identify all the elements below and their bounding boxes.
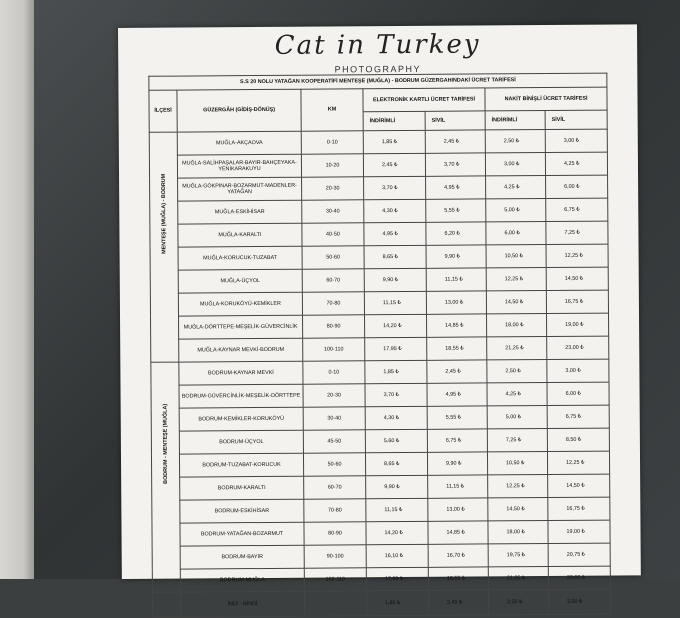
e-sivil-cell: 16,70 ₺ <box>428 544 488 567</box>
n-indirimli-cell: 5,00 ₺ <box>486 199 546 222</box>
route-cell: MUĞLA-ÜÇYOL <box>178 269 302 293</box>
e-sivil-cell: 9,90 ₺ <box>426 245 486 268</box>
n-sivil-cell: 8,50 ₺ <box>547 428 609 451</box>
window-frame-left <box>0 0 34 579</box>
n-indirimli-cell: 14,50 ₺ <box>486 291 546 314</box>
region-label-text: BODRUM - MENTEŞE (MUĞLA) <box>161 404 169 485</box>
n-indirimli-cell: 18,00 ₺ <box>488 521 548 544</box>
e-sivil-cell: 2,45 ₺ <box>427 360 487 383</box>
e-sivil-cell: 18,55 ₺ <box>427 337 487 360</box>
n-sivil-cell: 3,00 ₺ <box>547 359 609 382</box>
e-sivil-cell: 5,55 ₺ <box>427 406 487 429</box>
table-row-footer <box>152 589 610 617</box>
table-row <box>152 520 610 546</box>
footer-e-sivil: 2,45 ₺ <box>428 590 488 615</box>
e-sivil-cell: 4,95 ₺ <box>427 383 487 406</box>
table-row <box>150 244 608 270</box>
route-cell: BODRUM-MUĞLA <box>180 568 304 592</box>
n-sivil-cell: 6,75 ₺ <box>547 405 609 428</box>
route-cell: BODRUM-BAYIR <box>180 545 304 569</box>
n-sivil-cell: 7,25 ₺ <box>546 221 608 244</box>
e-sivil-cell: 3,70 ₺ <box>425 153 485 176</box>
km-cell: 30-40 <box>303 407 365 430</box>
km-cell: 0-10 <box>303 361 365 384</box>
km-cell: 20-30 <box>302 177 364 200</box>
n-indirimli-cell: 14,50 ₺ <box>488 498 548 521</box>
e-indirimli-cell: 14,20 ₺ <box>366 521 428 544</box>
footer-e-indirimli: 1,85 ₺ <box>366 590 428 615</box>
route-cell: BODRUM-KARALTI <box>180 476 304 500</box>
footer-label: İNDİ - BİNDİ <box>180 591 304 617</box>
n-indirimli-cell: 12,25 ₺ <box>486 268 546 291</box>
n-sivil-cell: 23,00 ₺ <box>548 566 610 589</box>
header-e-sivil: SİVİL <box>425 111 485 130</box>
e-indirimli-cell: 11,15 ₺ <box>364 291 426 314</box>
km-cell: 40-50 <box>302 223 364 246</box>
e-indirimli-cell: 8,65 ₺ <box>364 245 426 268</box>
table-row <box>150 267 608 293</box>
e-indirimli-cell: 9,90 ₺ <box>364 268 426 291</box>
route-cell: MUĞLA-SALİHPAŞALAR-BAYIR-BAHÇEYAKA-YENİKARAKUYU <box>177 154 301 178</box>
n-indirimli-cell: 19,75 ₺ <box>488 544 548 567</box>
n-indirimli-cell: 12,25 ₺ <box>488 475 548 498</box>
header-nakit: NAKİT BİNİŞLİ ÜCRET TARİFESİ <box>485 87 607 111</box>
e-indirimli-cell: 5,60 ₺ <box>365 429 427 452</box>
e-sivil-cell: 6,20 ₺ <box>426 222 486 245</box>
table-row <box>149 152 607 178</box>
table-row <box>152 474 610 500</box>
table-row <box>150 221 608 247</box>
n-sivil-cell: 6,00 ₺ <box>546 175 608 198</box>
n-sivil-cell: 19,00 ₺ <box>548 520 610 543</box>
n-indirimli-cell: 10,50 ₺ <box>486 245 546 268</box>
n-sivil-cell: 6,75 ₺ <box>546 198 608 221</box>
e-indirimli-cell: 17,95 ₺ <box>366 567 428 590</box>
e-indirimli-cell: 4,30 ₺ <box>365 406 427 429</box>
watermark-subtitle: PHOTOGRAPHY <box>334 63 421 75</box>
n-indirimli-cell: 3,00 ₺ <box>485 153 545 176</box>
route-cell: BODRUM-TUZABAT-KORUCUK <box>179 453 303 477</box>
table-row <box>151 313 609 339</box>
km-cell: 20-30 <box>303 384 365 407</box>
header-km: KM <box>301 89 363 131</box>
n-indirimli-cell: 2,50 ₺ <box>485 130 545 153</box>
table-row <box>150 175 608 201</box>
e-sivil-cell: 14,85 ₺ <box>428 521 488 544</box>
e-sivil-cell: 2,45 ₺ <box>425 130 485 153</box>
section-mentese-bodrum <box>149 129 609 362</box>
km-cell: 70-80 <box>304 499 366 522</box>
route-cell: MUĞLA-KAYNAR MEVKİ-BODRUM <box>179 338 303 362</box>
e-indirimli-cell: 17,95 ₺ <box>365 337 427 360</box>
e-indirimli-cell: 2,45 ₺ <box>363 153 425 176</box>
e-indirimli-cell: 3,70 ₺ <box>365 383 427 406</box>
header-e-indirimli: İNDİRİMLİ <box>363 111 425 130</box>
region-label <box>149 132 179 362</box>
n-indirimli-cell: 4,25 ₺ <box>486 176 546 199</box>
km-cell: 80-90 <box>304 522 366 545</box>
table-row <box>152 497 610 523</box>
fare-table <box>148 73 611 618</box>
e-sivil-cell: 11,15 ₺ <box>426 268 486 291</box>
e-indirimli-cell: 11,15 ₺ <box>366 498 428 521</box>
e-indirimli-cell: 1,85 ₺ <box>365 360 427 383</box>
route-cell: BODRUM-YATAĞAN-BOZARMUT <box>180 522 304 546</box>
n-indirimli-cell: 21,25 ₺ <box>488 567 548 590</box>
header-elektronik: ELEKTRONİK KARTLI ÜCRET TARİFESİ <box>363 88 485 112</box>
n-sivil-cell: 20,75 ₺ <box>548 543 610 566</box>
n-sivil-cell: 14,50 ₺ <box>548 474 610 497</box>
km-cell: 30-40 <box>302 200 364 223</box>
footer-n-indirimli: 2,50 ₺ <box>488 590 548 615</box>
table-title: S.S 20 NOLU YATAĞAN KOOPERATİFİ MENTEŞE (MUĞLA) - BODRUM GÜZERGAHINDAKİ ÜCRET TARİFESİ <box>149 73 607 90</box>
n-sivil-cell: 3,00 ₺ <box>545 129 607 152</box>
e-indirimli-cell: 4,30 ₺ <box>364 199 426 222</box>
km-cell: 50-60 <box>303 453 365 476</box>
e-indirimli-cell: 14,20 ₺ <box>365 314 427 337</box>
e-indirimli-cell: 9,90 ₺ <box>366 475 428 498</box>
n-sivil-cell: 12,25 ₺ <box>547 451 609 474</box>
n-sivil-cell: 14,50 ₺ <box>546 267 608 290</box>
table-row <box>151 405 609 431</box>
table-row <box>151 451 609 477</box>
n-indirimli-cell: 7,25 ₺ <box>487 429 547 452</box>
e-indirimli-cell: 1,85 ₺ <box>363 130 425 153</box>
km-cell: 0-10 <box>301 131 363 154</box>
table-row <box>151 428 609 454</box>
header-n-sivil: SİVİL <box>545 110 607 129</box>
fare-sheet <box>118 24 641 608</box>
header-guzergah: GÜZERGÂH (GİDİŞ-DÖNÜŞ) <box>177 89 301 132</box>
watermark-logo: Cat in Turkey <box>274 29 481 61</box>
n-sivil-cell: 16,75 ₺ <box>546 290 608 313</box>
table-row <box>150 198 608 224</box>
n-indirimli-cell: 6,00 ₺ <box>486 222 546 245</box>
n-sivil-cell: 6,00 ₺ <box>547 382 609 405</box>
km-cell: 60-70 <box>302 269 364 292</box>
e-sivil-cell: 13,00 ₺ <box>426 291 486 314</box>
e-indirimli-cell: 16,10 ₺ <box>366 544 428 567</box>
e-indirimli-cell: 4,95 ₺ <box>364 222 426 245</box>
km-cell: 45-50 <box>303 430 365 453</box>
route-cell: MUĞLA-KARALTI <box>178 223 302 247</box>
km-cell: 90-100 <box>304 545 366 568</box>
n-indirimli-cell: 18,00 ₺ <box>487 314 547 337</box>
km-cell: 60-70 <box>304 476 366 499</box>
route-cell: MUĞLA-DÖRTTEPE-MEŞELİK-GÜVERCİNLİK <box>179 315 303 339</box>
e-sivil-cell: 13,00 ₺ <box>428 498 488 521</box>
n-indirimli-cell: 10,50 ₺ <box>487 452 547 475</box>
e-indirimli-cell: 3,70 ₺ <box>364 176 426 199</box>
route-cell: MUĞLA-AKÇAOVA <box>177 131 301 155</box>
route-cell: MUĞLA-ESKİHİSAR <box>178 200 302 224</box>
e-indirimli-cell: 8,65 ₺ <box>365 452 427 475</box>
table-row <box>151 336 609 362</box>
e-sivil-cell: 9,90 ₺ <box>427 452 487 475</box>
table-row <box>151 382 609 408</box>
e-sivil-cell: 5,55 ₺ <box>426 199 486 222</box>
route-cell: MUĞLA-GÖKPINAR-BOZARMUT-MADENLER-YATAĞAN <box>178 177 302 201</box>
section-bodrum-mentese <box>151 359 611 592</box>
e-sivil-cell: 6,75 ₺ <box>427 429 487 452</box>
km-cell: 70-80 <box>302 292 364 315</box>
route-cell: BODRUM-GÜVERCİNLİK-MEŞELİK-DÖRTTEPE <box>179 384 303 408</box>
footer-km <box>304 591 366 616</box>
n-sivil-cell: 19,00 ₺ <box>547 313 609 336</box>
e-sivil-cell: 11,15 ₺ <box>428 475 488 498</box>
route-cell: BODRUM-KAYNAR MEVKİ <box>179 361 303 385</box>
route-cell: BODRUM-ESKİHİSAR <box>180 499 304 523</box>
n-sivil-cell: 4,25 ₺ <box>545 152 607 175</box>
route-cell: BODRUM-ÜÇYOL <box>179 430 303 454</box>
table-row <box>149 129 607 155</box>
e-sivil-cell: 18,55 ₺ <box>428 567 488 590</box>
table-row <box>152 543 610 569</box>
table-row <box>150 290 608 316</box>
n-sivil-cell: 23,00 ₺ <box>547 336 609 359</box>
route-cell: MUĞLA-KORUCUK-TUZABAT <box>178 246 302 270</box>
n-indirimli-cell: 5,00 ₺ <box>487 406 547 429</box>
header-ilcesi: İLÇESİ <box>149 90 177 132</box>
n-indirimli-cell: 21,25 ₺ <box>487 337 547 360</box>
route-cell: MUĞLA-KORUKÖYÜ-KEMİKLER <box>178 292 302 316</box>
route-cell: BODRUM-KEMİKLER-KORUKÖYÜ <box>179 407 303 431</box>
km-cell: 100-110 <box>304 568 366 591</box>
e-sivil-cell: 14,85 ₺ <box>427 314 487 337</box>
n-indirimli-cell: 4,25 ₺ <box>487 383 547 406</box>
n-sivil-cell: 16,75 ₺ <box>548 497 610 520</box>
km-cell: 50-60 <box>302 246 364 269</box>
km-cell: 10-20 <box>301 154 363 177</box>
region-label-text: MENTEŞE (MUĞLA) - BODRUM <box>160 174 167 255</box>
e-sivil-cell: 4,95 ₺ <box>426 176 486 199</box>
table-row <box>151 359 609 385</box>
n-indirimli-cell: 2,50 ₺ <box>487 360 547 383</box>
km-cell: 80-90 <box>303 315 365 338</box>
km-cell: 100-110 <box>303 338 365 361</box>
table-row <box>152 566 610 592</box>
n-sivil-cell: 12,25 ₺ <box>546 244 608 267</box>
region-label <box>151 362 181 592</box>
footer-n-sivil: 3,00 ₺ <box>548 589 610 614</box>
header-n-indirimli: İNDİRİMLİ <box>485 111 545 130</box>
footer-blank <box>152 592 180 617</box>
